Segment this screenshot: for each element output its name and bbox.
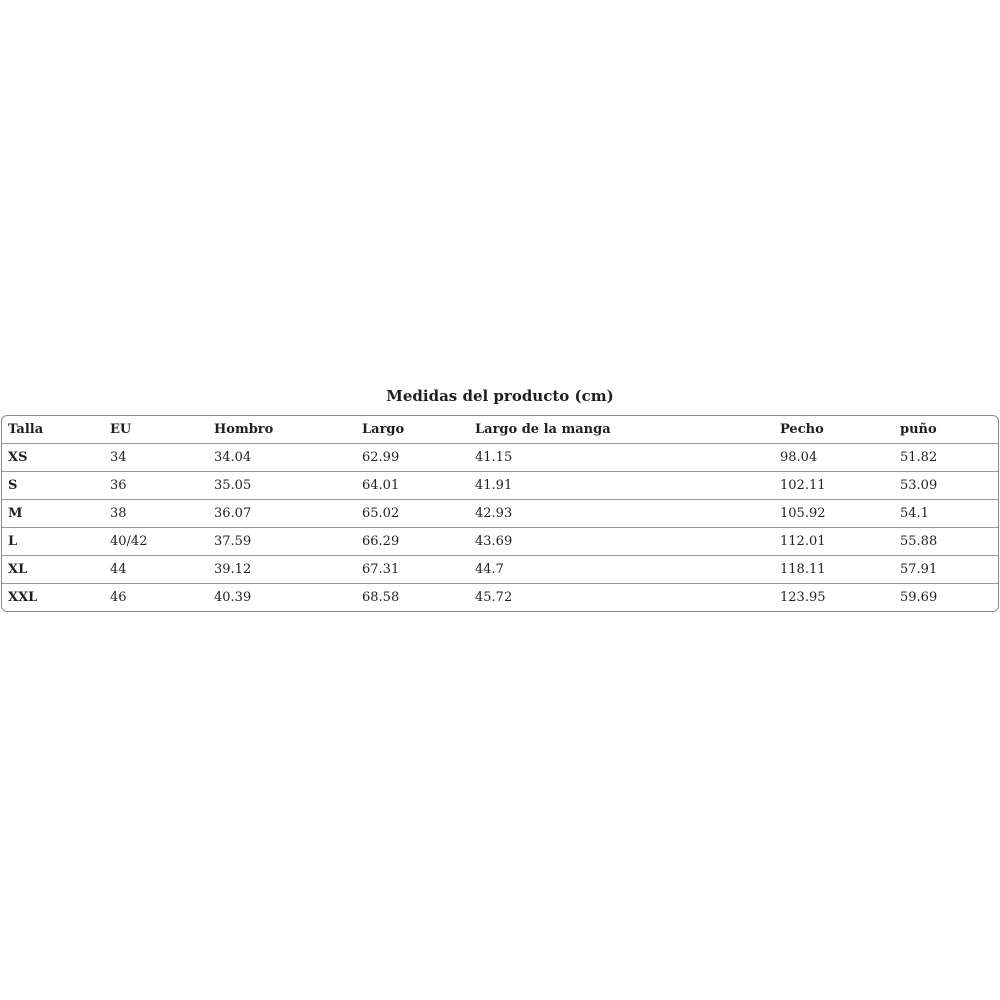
largo-cell: 65.02	[356, 500, 469, 528]
size-cell: L	[2, 528, 104, 556]
largo-cell: 64.01	[356, 472, 469, 500]
table-row	[2, 528, 998, 556]
pecho-cell: 98.04	[774, 444, 894, 472]
column-header-largo-manga: Largo de la manga	[475, 422, 611, 437]
table-header-row	[2, 416, 998, 444]
hombro-cell: 37.59	[208, 528, 356, 556]
largo-cell: 68.58	[356, 584, 469, 612]
largo-manga-cell: 41.91	[469, 472, 774, 500]
eu-cell: 40/42	[104, 528, 208, 556]
eu-cell: 38	[104, 500, 208, 528]
table-row	[2, 584, 998, 612]
largo-cell: 67.31	[356, 556, 469, 584]
pecho-cell: 102.11	[774, 472, 894, 500]
largo-manga-cell: 45.72	[469, 584, 774, 612]
puno-cell: 55.88	[894, 528, 998, 556]
largo-manga-cell: 43.69	[469, 528, 774, 556]
hombro-cell: 36.07	[208, 500, 356, 528]
table-row	[2, 556, 998, 584]
page-title: Medidas del producto (cm)	[386, 387, 614, 405]
table-row	[2, 444, 998, 472]
largo-manga-cell: 44.7	[469, 556, 774, 584]
table-row	[2, 500, 998, 528]
table-row	[2, 472, 998, 500]
largo-manga-cell: 42.93	[469, 500, 774, 528]
size-cell: XS	[2, 444, 104, 472]
eu-cell: 46	[104, 584, 208, 612]
size-table-container	[1, 415, 999, 612]
hombro-cell: 34.04	[208, 444, 356, 472]
column-header-largo: Largo	[362, 422, 405, 437]
hombro-cell: 35.05	[208, 472, 356, 500]
puno-cell: 54.1	[894, 500, 998, 528]
size-cell: XXL	[2, 584, 104, 612]
puno-cell: 53.09	[894, 472, 998, 500]
size-table	[2, 416, 998, 611]
puno-cell: 57.91	[894, 556, 998, 584]
pecho-cell: 118.11	[774, 556, 894, 584]
largo-cell: 66.29	[356, 528, 469, 556]
puno-cell: 51.82	[894, 444, 998, 472]
column-header-hombro: Hombro	[214, 422, 274, 437]
column-header-talla: Talla	[8, 422, 44, 437]
pecho-cell: 112.01	[774, 528, 894, 556]
hombro-cell: 40.39	[208, 584, 356, 612]
size-cell: S	[2, 472, 104, 500]
pecho-cell: 105.92	[774, 500, 894, 528]
column-header-pecho: Pecho	[780, 422, 824, 437]
column-header-eu: EU	[110, 422, 132, 437]
eu-cell: 34	[104, 444, 208, 472]
puno-cell: 59.69	[894, 584, 998, 612]
largo-manga-cell: 41.15	[469, 444, 774, 472]
size-cell: M	[2, 500, 104, 528]
hombro-cell: 39.12	[208, 556, 356, 584]
largo-cell: 62.99	[356, 444, 469, 472]
size-cell: XL	[2, 556, 104, 584]
column-header-puno: puño	[900, 422, 937, 437]
pecho-cell: 123.95	[774, 584, 894, 612]
eu-cell: 44	[104, 556, 208, 584]
eu-cell: 36	[104, 472, 208, 500]
